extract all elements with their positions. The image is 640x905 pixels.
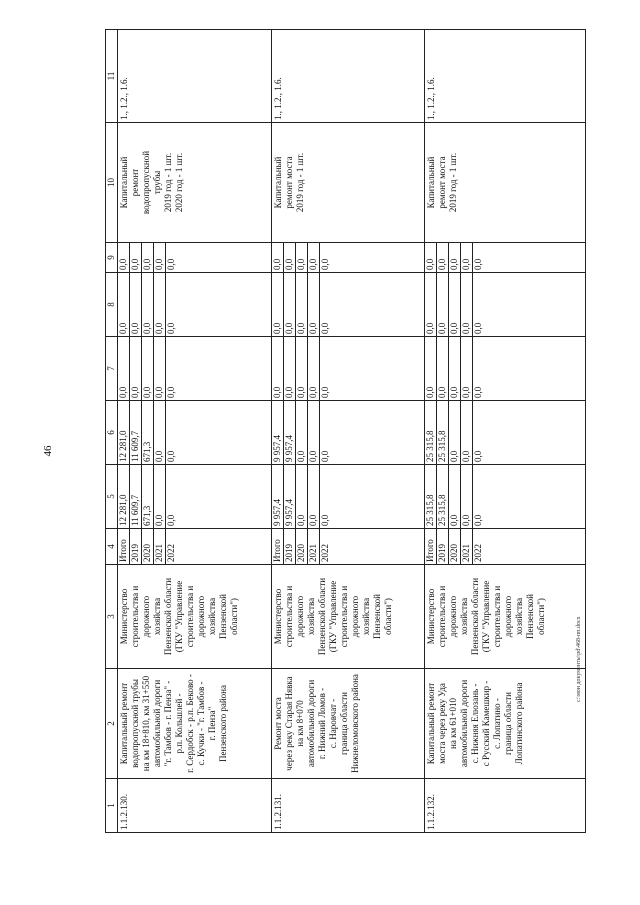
col8-cells-value: 0,0 bbox=[130, 273, 142, 336]
col-header: 2 bbox=[106, 669, 118, 779]
object-name-line: с Русский Камешкир - bbox=[481, 680, 491, 767]
year-cells-value: 2021 bbox=[154, 529, 166, 564]
col-header: 4 bbox=[106, 529, 118, 565]
executor-line: хозяйства bbox=[514, 597, 524, 636]
executor-line: Пензенской bbox=[372, 594, 382, 639]
expected-result-line: трубы bbox=[152, 170, 162, 195]
col5-cells bbox=[272, 465, 425, 529]
col8-cells bbox=[272, 273, 425, 337]
executor-line: хозяйства bbox=[361, 597, 371, 636]
expected-result-line: ремонт моста bbox=[437, 156, 447, 209]
table-row bbox=[272, 30, 425, 833]
expected-result-line: ремонт моста bbox=[284, 156, 294, 209]
col6-cells-value: 25 315,8 bbox=[437, 401, 449, 464]
object-name-line: граница области bbox=[339, 692, 349, 755]
object-name-line: г. Пенза" bbox=[207, 706, 217, 741]
executor-line: дорожного bbox=[503, 595, 513, 638]
col8-cells bbox=[118, 273, 272, 337]
col9-cells-value: 0,0 bbox=[142, 243, 154, 272]
executor-line: Пензенской области bbox=[317, 577, 327, 656]
col8-cells bbox=[425, 273, 586, 337]
executor-line: строительства и bbox=[284, 585, 294, 648]
col8-cells-value: 0,0 bbox=[154, 273, 166, 336]
row-id bbox=[272, 779, 425, 833]
expected-result-line: 2019 год - 1 шт. bbox=[448, 152, 458, 213]
row-id-text: 1.1.2.132. bbox=[426, 794, 436, 830]
executor-line: хозяйства bbox=[459, 597, 469, 636]
year-cells-value: Итого bbox=[272, 529, 284, 564]
col9-cells-value: 0,0 bbox=[130, 243, 142, 272]
year-cells-value: 2020 bbox=[296, 529, 308, 564]
executor-line: (ГКУ "Управление bbox=[174, 580, 184, 653]
col7-cells-value: 0,0 bbox=[461, 337, 473, 400]
executor-line: области") bbox=[536, 598, 546, 635]
executor bbox=[272, 565, 425, 669]
executor-line: хозяйства bbox=[306, 597, 316, 636]
col5-cells-value: 0,0 bbox=[296, 465, 308, 528]
executor-line: Министерство bbox=[273, 588, 283, 645]
year-cells-value: 2019 bbox=[284, 529, 296, 564]
col6-cells-value: 9 957,4 bbox=[272, 401, 284, 464]
col6-cells-value: 25 315,8 bbox=[425, 401, 437, 464]
object-name-line: г. Сердобск - р.п. Беково - bbox=[185, 674, 195, 773]
executor-line: Пензенской области bbox=[470, 577, 480, 656]
executor-line: (ГКУ "Управление bbox=[481, 580, 491, 653]
executor-line: дорожного bbox=[350, 595, 360, 638]
col-header: 1 bbox=[106, 779, 118, 833]
object-name bbox=[425, 669, 586, 779]
executor-line: (ГКУ "Управление bbox=[328, 580, 338, 653]
expected-result-line: водопропускной bbox=[141, 150, 151, 215]
object-name-line: Капитальный ремонт bbox=[119, 682, 129, 765]
col6-cells-value: 0,0 bbox=[461, 401, 473, 464]
col5-cells-value: 9 957,4 bbox=[284, 465, 296, 528]
col6-cells bbox=[118, 401, 272, 465]
executor-line: дорожного bbox=[448, 595, 458, 638]
executor-line: Министерство bbox=[426, 588, 436, 645]
executor bbox=[425, 565, 586, 669]
col-header: 11 bbox=[106, 30, 118, 123]
col7-cells-value: 0,0 bbox=[154, 337, 166, 400]
col7-cells-value: 0,0 bbox=[296, 337, 308, 400]
col7-cells-value: 0,0 bbox=[437, 337, 449, 400]
row-id-text: 1.1.2.130. bbox=[119, 794, 129, 830]
object-name-line: "г. Тамбов - г. Пенза" - bbox=[163, 680, 173, 767]
expected-result-line: 2019 год - 1 шт. bbox=[295, 152, 305, 213]
object-name-line: автомобильной дороги bbox=[152, 679, 162, 768]
object-name-line: Нижнеломовского района bbox=[350, 674, 360, 773]
col-header: 3 bbox=[106, 565, 118, 669]
object-name bbox=[118, 669, 272, 779]
col8-cells-value: 0,0 bbox=[320, 322, 330, 334]
col9-cells-value: 0,0 bbox=[308, 243, 320, 272]
year-cells-value: Итого bbox=[118, 529, 130, 564]
executor-line: дорожного bbox=[295, 595, 305, 638]
object-name-line: граница области bbox=[503, 692, 513, 755]
col7-cells bbox=[118, 337, 272, 401]
col7-cells-value: 0,0 bbox=[142, 337, 154, 400]
object-name-line: с. Наровчат - bbox=[328, 698, 338, 749]
indicators-text: 1., 1.2., 1.6. bbox=[273, 77, 283, 120]
col7-cells-value: 0,0 bbox=[449, 337, 461, 400]
executor-line: области") bbox=[383, 598, 393, 635]
col6-cells-value: 671,3 bbox=[142, 401, 154, 464]
col5-cells-value: 25 315,8 bbox=[425, 465, 437, 528]
table-body bbox=[118, 30, 586, 833]
col5-cells-value: 0,0 bbox=[461, 465, 473, 528]
executor-line: хозяйства bbox=[207, 597, 217, 636]
col8-cells-value: 0,0 bbox=[437, 273, 449, 336]
executor-line: строительства и bbox=[185, 585, 195, 648]
col-header: 8 bbox=[106, 273, 118, 337]
expected-result-line: Капитальный bbox=[426, 156, 436, 209]
col9-cells bbox=[272, 243, 425, 273]
expected-result-line: 2019 год - 1 шт. bbox=[163, 152, 173, 213]
program-table bbox=[105, 29, 586, 833]
expected-result-line: ремонт bbox=[130, 168, 140, 197]
executor-line: строительства и bbox=[339, 585, 349, 648]
object-name-line: Пензенского района bbox=[218, 685, 228, 762]
expected-result-line: Капитальный bbox=[119, 156, 129, 209]
col6-cells-value: 0,0 bbox=[320, 450, 330, 462]
year-cells-value: 2021 bbox=[461, 529, 473, 564]
col6-cells-value: 0,0 bbox=[166, 450, 176, 462]
year-cells-value: 2022 bbox=[166, 544, 176, 562]
indicators bbox=[425, 30, 586, 123]
col-header: 10 bbox=[106, 123, 118, 243]
year-cells-value: 2019 bbox=[437, 529, 449, 564]
col9-cells-value: 0,0 bbox=[473, 258, 483, 270]
year-cells-value: 2022 bbox=[320, 544, 330, 562]
object-name bbox=[272, 669, 425, 779]
object-name-line: автомобильной дороги bbox=[306, 679, 316, 768]
rotated-page bbox=[105, 30, 637, 833]
col6-cells-value: 0,0 bbox=[296, 401, 308, 464]
col6-cells bbox=[272, 401, 425, 465]
table-row bbox=[118, 30, 272, 833]
col9-cells-value: 0,0 bbox=[166, 258, 176, 270]
object-name-line: с. Кучки - "г. Тамбов - bbox=[196, 681, 206, 766]
col5-cells-value: 0,0 bbox=[449, 465, 461, 528]
object-name-line: р.п. Кольшлей - bbox=[174, 693, 184, 754]
page-number: 46 bbox=[42, 445, 54, 457]
row-id bbox=[425, 779, 586, 833]
col5-cells-value: 0,0 bbox=[473, 514, 483, 526]
col5-cells-value: 0,0 bbox=[166, 514, 176, 526]
year-cells-value: 2020 bbox=[142, 529, 154, 564]
col5-cells bbox=[118, 465, 272, 529]
col7-cells-value: 0,0 bbox=[284, 337, 296, 400]
expected-result bbox=[118, 123, 272, 243]
expected-result bbox=[425, 123, 586, 243]
col8-cells-value: 0,0 bbox=[296, 273, 308, 336]
col5-cells-value: 671,3 bbox=[142, 465, 154, 528]
col5-cells-value: 25 315,8 bbox=[437, 465, 449, 528]
col7-cells-value: 0,0 bbox=[166, 386, 176, 398]
indicators bbox=[118, 30, 272, 123]
col5-cells-value: 9 957,4 bbox=[272, 465, 284, 528]
object-name-line: с. Нижняя Елюзань - bbox=[470, 683, 480, 764]
year-cells-value: 2022 bbox=[473, 544, 483, 562]
year-cells bbox=[118, 529, 272, 565]
executor-line: строительства и bbox=[437, 585, 447, 648]
col8-cells-value: 0,0 bbox=[449, 273, 461, 336]
table-row bbox=[425, 30, 586, 833]
col6-cells-value: 0,0 bbox=[449, 401, 461, 464]
col9-cells-value: 0,0 bbox=[284, 243, 296, 272]
col7-cells-value: 0,0 bbox=[308, 337, 320, 400]
col7-cells-value: 0,0 bbox=[130, 337, 142, 400]
col6-cells-value: 9 957,4 bbox=[284, 401, 296, 464]
col9-cells-value: 0,0 bbox=[272, 243, 284, 272]
expected-result bbox=[272, 123, 425, 243]
col5-cells-value: 12 281,0 bbox=[118, 465, 130, 528]
indicators-text: 1., 1.2., 1.6. bbox=[426, 77, 436, 120]
col8-cells-value: 0,0 bbox=[142, 273, 154, 336]
col6-cells-value: 0,0 bbox=[473, 450, 483, 462]
col8-cells-value: 0,0 bbox=[461, 273, 473, 336]
col6-cells-value: 0,0 bbox=[154, 401, 166, 464]
col-header: 7 bbox=[106, 337, 118, 401]
object-name-line: г. Нижний Ломов - bbox=[317, 687, 327, 760]
col9-cells bbox=[118, 243, 272, 273]
executor-line: хозяйства bbox=[152, 597, 162, 636]
col8-cells-value: 0,0 bbox=[118, 273, 130, 336]
executor-line: строительства и bbox=[130, 585, 140, 648]
indicators-text: 1., 1.2., 1.6. bbox=[119, 77, 129, 120]
object-name-line: на км 61+010 bbox=[448, 698, 458, 749]
object-name-line: Лопатинского района bbox=[514, 682, 524, 765]
col8-cells-value: 0,0 bbox=[284, 273, 296, 336]
col7-cells-value: 0,0 bbox=[272, 337, 284, 400]
col9-cells-value: 0,0 bbox=[296, 243, 308, 272]
executor-line: Пензенской bbox=[218, 594, 228, 639]
col9-cells-value: 0,0 bbox=[154, 243, 166, 272]
expected-result-line: Капитальный bbox=[273, 156, 283, 209]
row-id bbox=[118, 779, 272, 833]
object-name-line: через реку Старая Нявка bbox=[284, 676, 294, 771]
object-name-line: моста через реку Уда bbox=[437, 683, 447, 764]
col-header: 9 bbox=[106, 243, 118, 273]
col7-cells-value: 0,0 bbox=[118, 337, 130, 400]
executor-line: дорожного bbox=[141, 595, 151, 638]
col9-cells-value: 0,0 bbox=[320, 258, 330, 270]
col6-cells-value: 0,0 bbox=[308, 401, 320, 464]
executor-line: Пензенской области bbox=[163, 577, 173, 656]
object-name-line: Капитальный ремонт bbox=[426, 682, 436, 765]
object-name-line: с. Лопатино - bbox=[492, 698, 502, 749]
col8-cells-value: 0,0 bbox=[473, 322, 483, 334]
year-cells bbox=[425, 529, 586, 565]
col8-cells-value: 0,0 bbox=[166, 322, 176, 334]
col8-cells-value: 0,0 bbox=[308, 273, 320, 336]
col5-cells-value: 0,0 bbox=[308, 465, 320, 528]
col6-cells bbox=[425, 401, 586, 465]
col6-cells-value: 11 609,7 bbox=[130, 401, 142, 464]
col9-cells-value: 0,0 bbox=[461, 243, 473, 272]
col6-cells-value: 12 281,0 bbox=[118, 401, 130, 464]
row-id-text: 1.1.2.131. bbox=[273, 794, 283, 830]
object-name-line: на км 8+070 bbox=[295, 700, 305, 747]
executor-line: Министерство bbox=[119, 588, 129, 645]
footer-path: c:\мои документы\pd\468-пп.docx bbox=[576, 616, 582, 702]
col-header: 5 bbox=[106, 465, 118, 529]
col9-cells-value: 0,0 bbox=[118, 243, 130, 272]
executor-line: строительства и bbox=[492, 585, 502, 648]
col-header: 6 bbox=[106, 401, 118, 465]
col9-cells-value: 0,0 bbox=[425, 243, 437, 272]
col7-cells bbox=[425, 337, 586, 401]
col8-cells-value: 0,0 bbox=[425, 273, 437, 336]
col5-cells-value: 0,0 bbox=[154, 465, 166, 528]
expected-result-line: 2020 год - 1 шт. bbox=[174, 152, 184, 213]
executor bbox=[118, 565, 272, 669]
year-cells bbox=[272, 529, 425, 565]
executor-line: области") bbox=[229, 598, 239, 635]
year-cells-value: 2019 bbox=[130, 529, 142, 564]
col7-cells-value: 0,0 bbox=[425, 337, 437, 400]
col7-cells-value: 0,0 bbox=[320, 386, 330, 398]
col9-cells-value: 0,0 bbox=[437, 243, 449, 272]
col7-cells bbox=[272, 337, 425, 401]
executor-line: дорожного bbox=[196, 595, 206, 638]
col9-cells-value: 0,0 bbox=[449, 243, 461, 272]
indicators bbox=[272, 30, 425, 123]
col8-cells-value: 0,0 bbox=[272, 273, 284, 336]
year-cells-value: 2021 bbox=[308, 529, 320, 564]
col7-cells-value: 0,0 bbox=[473, 386, 483, 398]
executor-line: Пензенской bbox=[525, 594, 535, 639]
object-name-line: Ремонт моста bbox=[273, 697, 283, 750]
object-name-line: водопропускной трубы bbox=[130, 679, 140, 768]
col9-cells bbox=[425, 243, 586, 273]
year-cells-value: Итого bbox=[425, 529, 437, 564]
object-name-line: на км 18+810, км 31+550 bbox=[141, 675, 151, 772]
col5-cells-value: 11 609,7 bbox=[130, 465, 142, 528]
col5-cells bbox=[425, 465, 586, 529]
header-row bbox=[106, 30, 118, 833]
col5-cells-value: 0,0 bbox=[320, 514, 330, 526]
object-name-line: автомобильной дороги bbox=[459, 679, 469, 768]
year-cells-value: 2020 bbox=[449, 529, 461, 564]
